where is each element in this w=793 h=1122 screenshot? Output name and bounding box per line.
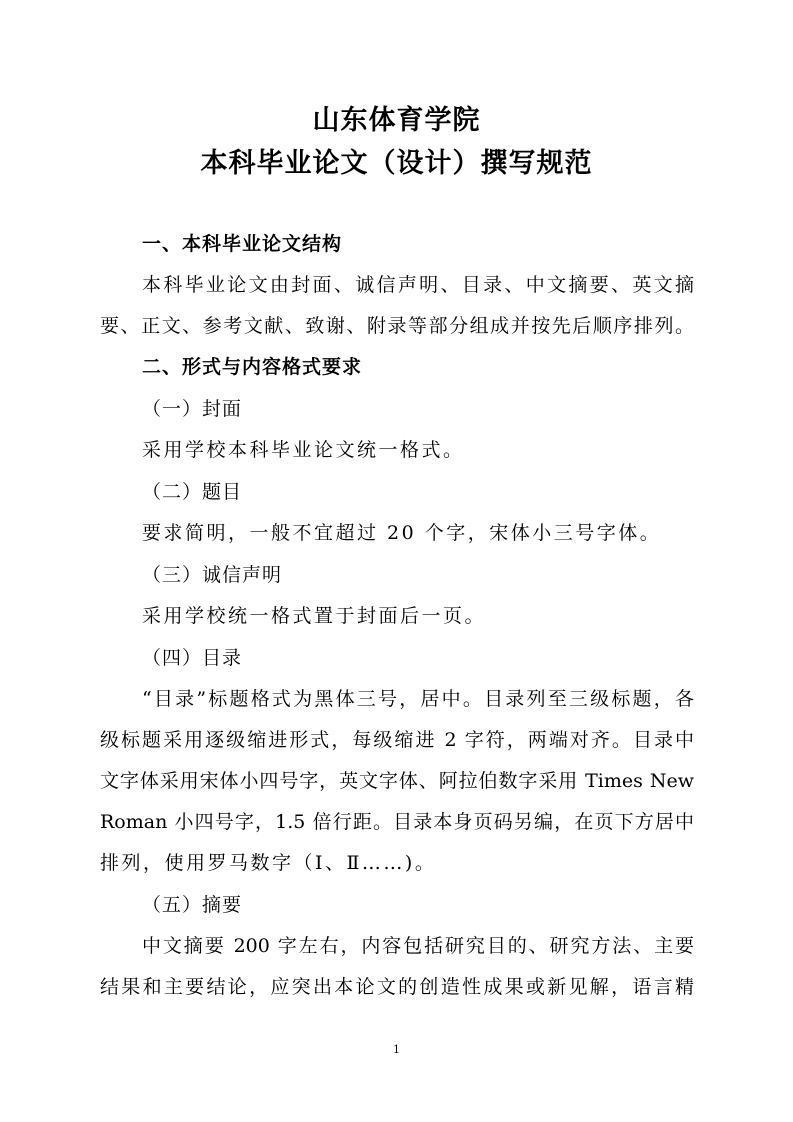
document-title-institution: 山东体育学院: [312, 105, 481, 136]
section1-paragraph-line: 本科毕业论文由封面、诚信声明、目录、中文摘要、英文摘: [142, 274, 694, 296]
integrity-text: 采用学校统一格式置于封面后一页。: [142, 605, 487, 627]
topic-heading: （二）题目: [142, 481, 243, 503]
toc-paragraph-line: 排列，使用罗马数字（Ⅰ、Ⅱ……)。: [100, 852, 437, 874]
cover-text: 采用学校本科毕业论文统一格式。: [142, 439, 465, 461]
section2-heading: 二、形式与内容格式要求: [142, 356, 363, 378]
toc-paragraph-line: Roman 小四号字，1.5 倍行距。目录本身页码另编，在页下方居中: [100, 811, 694, 833]
integrity-heading: （三）诚信声明: [142, 564, 283, 586]
topic-text: 要求简明，一般不宜超过 20 个字，宋体小三号字体。: [142, 522, 662, 544]
section1-paragraph-line: 要、正文、参考文献、致谢、附录等部分组成并按先后顺序排列。: [100, 315, 694, 337]
abstract-paragraph-line: 结果和主要结论，应突出本论文的创造性成果或新见解，语言精: [100, 976, 694, 998]
toc-paragraph-line: 级标题采用逐级缩进形式，每级缩进 2 字符，两端对齐。目录中: [100, 729, 694, 751]
toc-heading: （四）目录: [142, 647, 243, 669]
page-number: 1: [393, 1043, 400, 1056]
toc-paragraph-line: “目录”标题格式为黑体三号，居中。目录列至三级标题，各: [142, 688, 694, 710]
section1-heading: 一、本科毕业论文结构: [142, 233, 343, 255]
abstract-paragraph-line: 中文摘要 200 字左右，内容包括研究目的、研究方法、主要: [142, 935, 694, 957]
document-title-main: 本科毕业论文（设计）撰写规范: [200, 148, 593, 179]
toc-paragraph-line: 文字体采用宋体小四号字，英文字体、阿拉伯数字采用 Times New: [100, 770, 694, 792]
abstract-heading: （五）摘要: [142, 894, 243, 916]
cover-heading: （一）封面: [142, 398, 243, 420]
